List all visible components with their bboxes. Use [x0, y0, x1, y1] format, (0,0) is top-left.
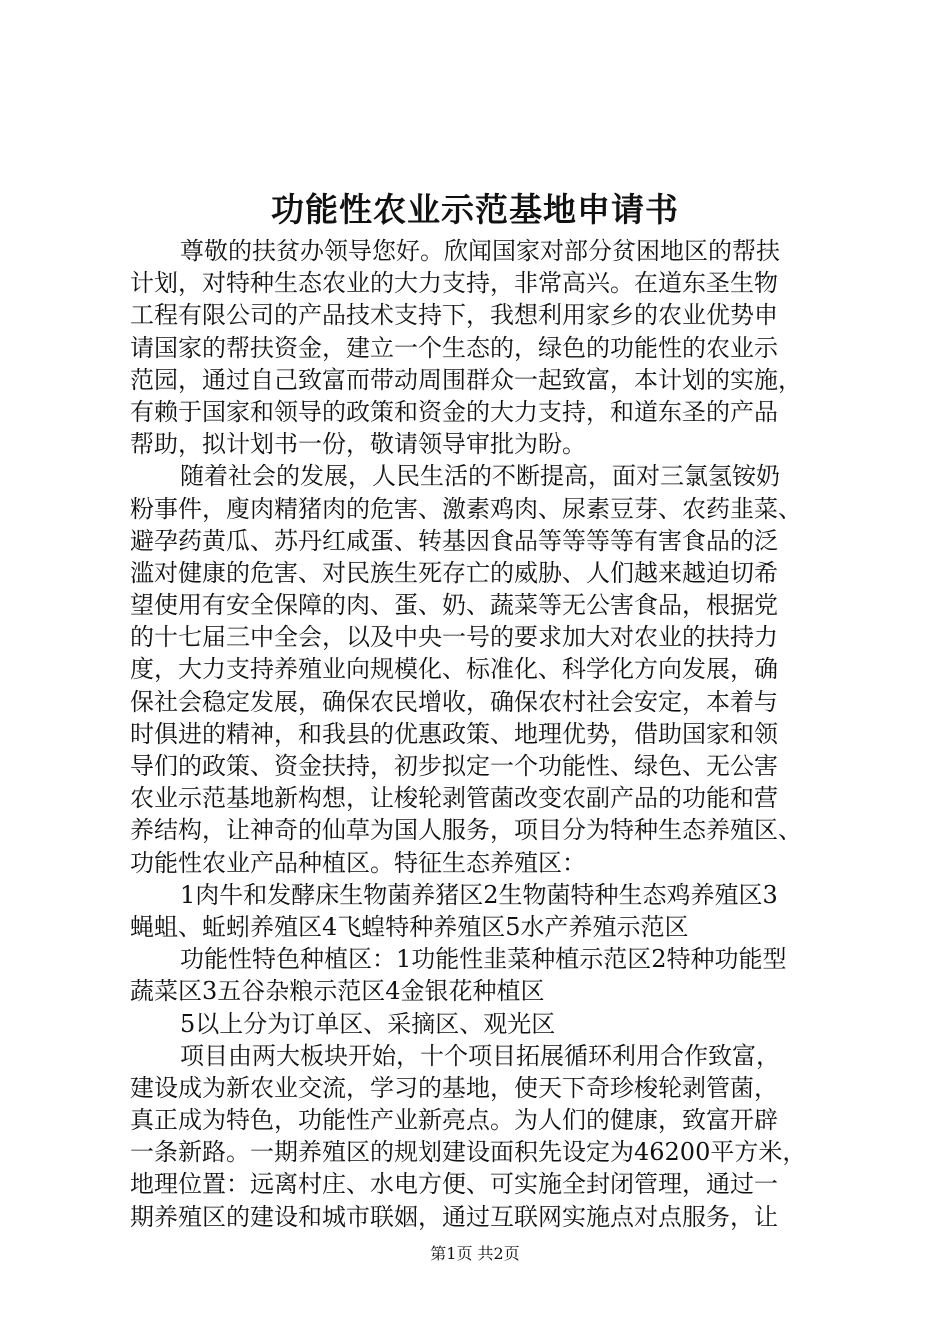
text-line: 蔬菜区3五谷杂粮示范区4金银花种植区: [130, 977, 545, 1006]
text-line: 期养殖区的建设和城市联姻，通过互联网实施点对点服务，让: [130, 1202, 778, 1231]
text-line: 1肉牛和发酵床生物菌养猪区2生物菌特种生态鸡养殖区3: [180, 880, 778, 909]
text-line: 粉事件，廋肉精猪肉的危害、激素鸡肉、尿素豆芽、农药韭菜、: [130, 494, 802, 523]
text-line: 帮助，拟计划书一份，敬请领导审批为盼。: [130, 430, 586, 459]
document-body: [130, 235, 830, 1233]
text-line: 尊敬的扶贫办领导您好。欣闻国家对部分贫困地区的帮扶: [180, 237, 780, 265]
text-line: 5以上分为订单区、采摘区、观光区: [180, 1009, 556, 1038]
text-line: 建设成为新农业交流，学习的基地，使天下奇珍梭轮剥管菌，: [130, 1073, 778, 1102]
text-line: 蝇蛆、蚯蚓养殖区4飞蝗特种养殖区5水产养殖示范区: [130, 912, 689, 941]
text-line: 真正成为特色，功能性产业新亮点。为人们的健康，致富开辟: [130, 1106, 778, 1135]
text-line: 功能性农业产品种植区。特征生态养殖区：: [130, 848, 586, 877]
text-line: 望使用有安全保障的肉、蛋、奶、蔬菜等无公害食品，根据党: [130, 591, 778, 620]
text-line: 的十七届三中全会，以及中央一号的要求加大对农业的扶持力: [130, 623, 778, 652]
text-line: 农业示范基地新构想，让梭轮剥管菌改变农副产品的功能和营: [130, 784, 778, 813]
text-line: 地理位置：远离村庄、水电方便、可实施全封闭管理，通过一: [130, 1170, 778, 1199]
text-line: 时俱进的精神，和我县的优惠政策、地理优势，借助国家和领: [130, 719, 778, 748]
text-line: 滥对健康的危害、对民族生死存亡的威胁、人们越来越迫切希: [130, 558, 778, 587]
text-line: 工程有限公司的产品技术支持下，我想利用家乡的农业优势申: [130, 301, 778, 330]
text-line: 养结构，让神奇的仙草为国人服务，项目分为特种生态养殖区、: [130, 816, 802, 845]
text-line: 一条新路。一期养殖区的规划建设面积先设定为46200平方米，: [130, 1138, 807, 1167]
document-title: 功能性农业示范基地申请书: [271, 190, 679, 229]
text-line: 计划，对特种生态农业的大力支持，非常高兴。在道东圣生物: [130, 269, 778, 298]
text-line: 功能性特色种植区：1功能性韭菜种植示范区2特种功能型: [180, 945, 787, 974]
text-line: 有赖于国家和领导的政策和资金的大力支持，和道东圣的产品: [130, 397, 778, 426]
text-line: 项目由两大板块开始，十个项目拓展循环利用合作致富，: [180, 1041, 780, 1070]
text-line: 随着社会的发展，人民生活的不断提高，面对三氯氢铵奶: [180, 462, 780, 491]
text-line: 导们的政策、资金扶持，初步拟定一个功能性、绿色、无公害: [130, 752, 778, 780]
text-line: 范园，通过自己致富而带动周围群众一起致富，本计划的实施，: [130, 365, 802, 394]
text-line: 避孕药黄瓜、苏丹红咸蛋、转基因食品等等等等有害食品的泛: [130, 526, 778, 555]
page-number-footer: 第1页 共2页: [430, 1244, 520, 1263]
text-line: 请国家的帮扶资金，建立一个生态的，绿色的功能性的农业示: [130, 333, 778, 362]
text-line: 度，大力支持养殖业向规模化、标准化、科学化方向发展，确: [130, 655, 778, 684]
text-line: 保社会稳定发展，确保农民增收，确保农村社会安定，本着与: [130, 687, 778, 716]
